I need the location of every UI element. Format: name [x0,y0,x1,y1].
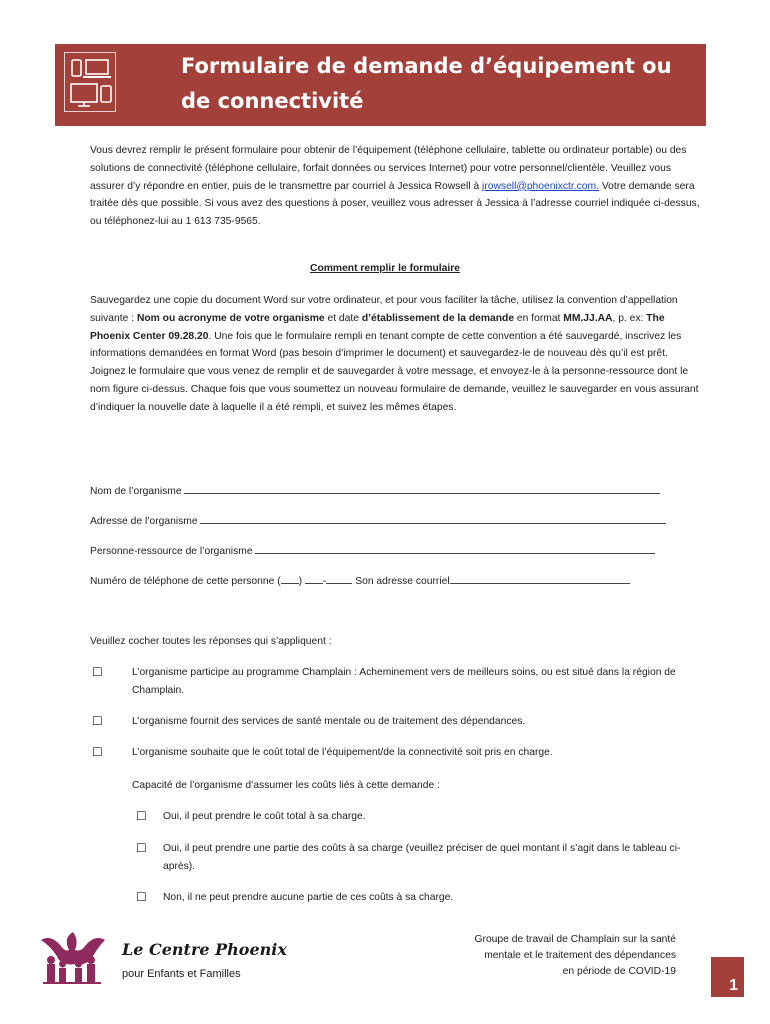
checklist-intro: Veuillez cocher toutes les réponses qui s’appliquent : [90,636,332,647]
intro-text-2: Votre demande sera traitée dès que possible. Si vous avez des questions à poser, veuillez vous adresser à Jessica à l’adresse courriel indiquée ci-dessus, ou téléphonez-lui au 1 613 735-9565. [90,180,700,228]
phoenix-bird-icon [35,930,115,990]
checkbox-label-full-cost: L’organisme souhaite que le coût total de l’équipement/de la connectivité soit pris en charge. [132,747,553,758]
how-to-text: et date [324,312,362,324]
checkbox-cost-none[interactable]: ☐ [136,890,147,904]
checkbox-label-champlain: L’organisme participe au programme Champlain : Acheminement vers de meilleurs soins, ou est situé dans la région de Champlain. [132,667,676,696]
checkbox-mental-health[interactable]: ☐ [92,714,103,728]
email-label: Son adresse courriel [352,576,450,587]
logo-subtitle: pour Enfants et Familles [122,968,241,980]
org-address-input[interactable] [200,513,666,524]
checkbox-label-cost-none: Non, il ne peut prendre aucune partie de ces coûts à sa charge. [163,892,454,903]
how-to-bold: The Phoenix Center 09.28.20 [90,312,665,342]
org-address-label: Adresse de l’organisme [90,516,198,527]
how-to-text: Sauvegardez une copie du document Word sur votre ordinateur, et pour vous faciliter la tâche, utilisez la convention d’appellation suivante : [90,295,678,324]
org-name-input[interactable] [184,483,660,494]
checkbox-cost-partial[interactable]: ☐ [136,841,147,855]
phone-prefix-input[interactable] [305,573,323,584]
footer-line-2: mentale et le traitement des dépendances [484,950,676,961]
page-title [181,49,701,119]
phone-number-input[interactable] [326,573,352,584]
how-to-bold: Nom ou acronyme de votre organisme [136,312,325,324]
footer-line-1: Groupe de travail de Champlain sur la santé [474,934,676,945]
footer-group-text [430,932,676,980]
phoenix-logo [35,930,295,990]
how-to-paragraph [90,292,700,417]
phone-dash: - [322,576,327,587]
how-to-text: . Une fois que le formulaire rempli en tenant compte de cette convention a été sauvegardé, inscrivez les informations demandées en format Word (pas besoin d’imprimer le document) et sauvegardez-le de nouveau dès qu’il est prêt. Joignez le formulaire que vous venez de remplir et de sauvegarder à votre message, et envoyez-le à la personne-ressource dont le nom figure ci-dessus. Chaque fois que vous soumettez un nouveau formulaire de demande, veuillez le sauvegarder en vous assurant d’indiquer la nouvelle date à laquelle il a été rempli, et suivez les mêmes étapes. [90,330,699,413]
how-to-bold: d’établissement de la demande [361,312,515,324]
phone-separator: ) [298,576,305,587]
org-address-row [90,513,666,527]
email-input[interactable] [450,573,630,584]
title-line-2: de connectivité [181,89,364,113]
intro-text-1: Vous devrez remplir le présent formulaire pour obtenir de l’équipement (téléphone cellulaire, tablette ou ordinateur portable) ou des solutions de connectivité (téléphone cellulaire, forfait données ou services Internet) pour votre personnel/clientèle. Veuillez vous assurer d’y répondre en entier, puis de le transmettre par courriel à Jessica Rowsell à [90,145,687,192]
contact-email-link[interactable]: jrowsell@phoenixctr.com. [482,180,599,192]
checkbox-full-cost[interactable]: ☐ [92,745,103,759]
area-code-input[interactable] [281,573,299,584]
checkbox-label-cost-partial: Oui, il peut prendre une partie des coûts à sa charge (veuillez préciser de quel montant il s’agit dans le tableau ci-après). [163,843,681,872]
how-to-text: en format [514,312,564,324]
page-number-text: 1 [729,977,738,994]
checkbox-label-cost-full: Oui, il peut prendre le coût total à sa charge. [163,811,366,822]
title-line-1: Formulaire de demande d’équipement ou [181,54,672,78]
contact-row [90,543,655,557]
contact-label: Personne-ressource de l’organisme [90,546,253,557]
checkbox-champlain[interactable]: ☐ [92,665,103,679]
capacity-label: Capacité de l’organisme d’assumer les coûts liés à cette demande : [132,780,440,791]
checkbox-cost-full[interactable]: ☐ [136,809,147,823]
devices-icon [64,52,116,112]
org-name-label: Nom de l’organisme [90,486,182,497]
how-to-heading: Comment remplir le formulaire [310,263,460,274]
how-to-bold: MM.JJ.AA [563,312,613,324]
contact-input[interactable] [255,543,655,554]
phone-label: Numéro de téléphone de cette personne ( [90,576,281,587]
intro-paragraph [90,142,700,231]
org-name-row [90,483,660,497]
logo-title: Le Centre Phoenix [122,940,287,959]
footer-line-3: en période de COVID-19 [562,966,676,977]
page-number [711,957,744,997]
checkbox-label-mental-health: L’organisme fournit des services de santé mentale ou de traitement des dépendances. [132,716,526,727]
phone-row [90,573,630,587]
header-banner [55,44,706,126]
how-to-text: , p. ex: [612,312,647,324]
